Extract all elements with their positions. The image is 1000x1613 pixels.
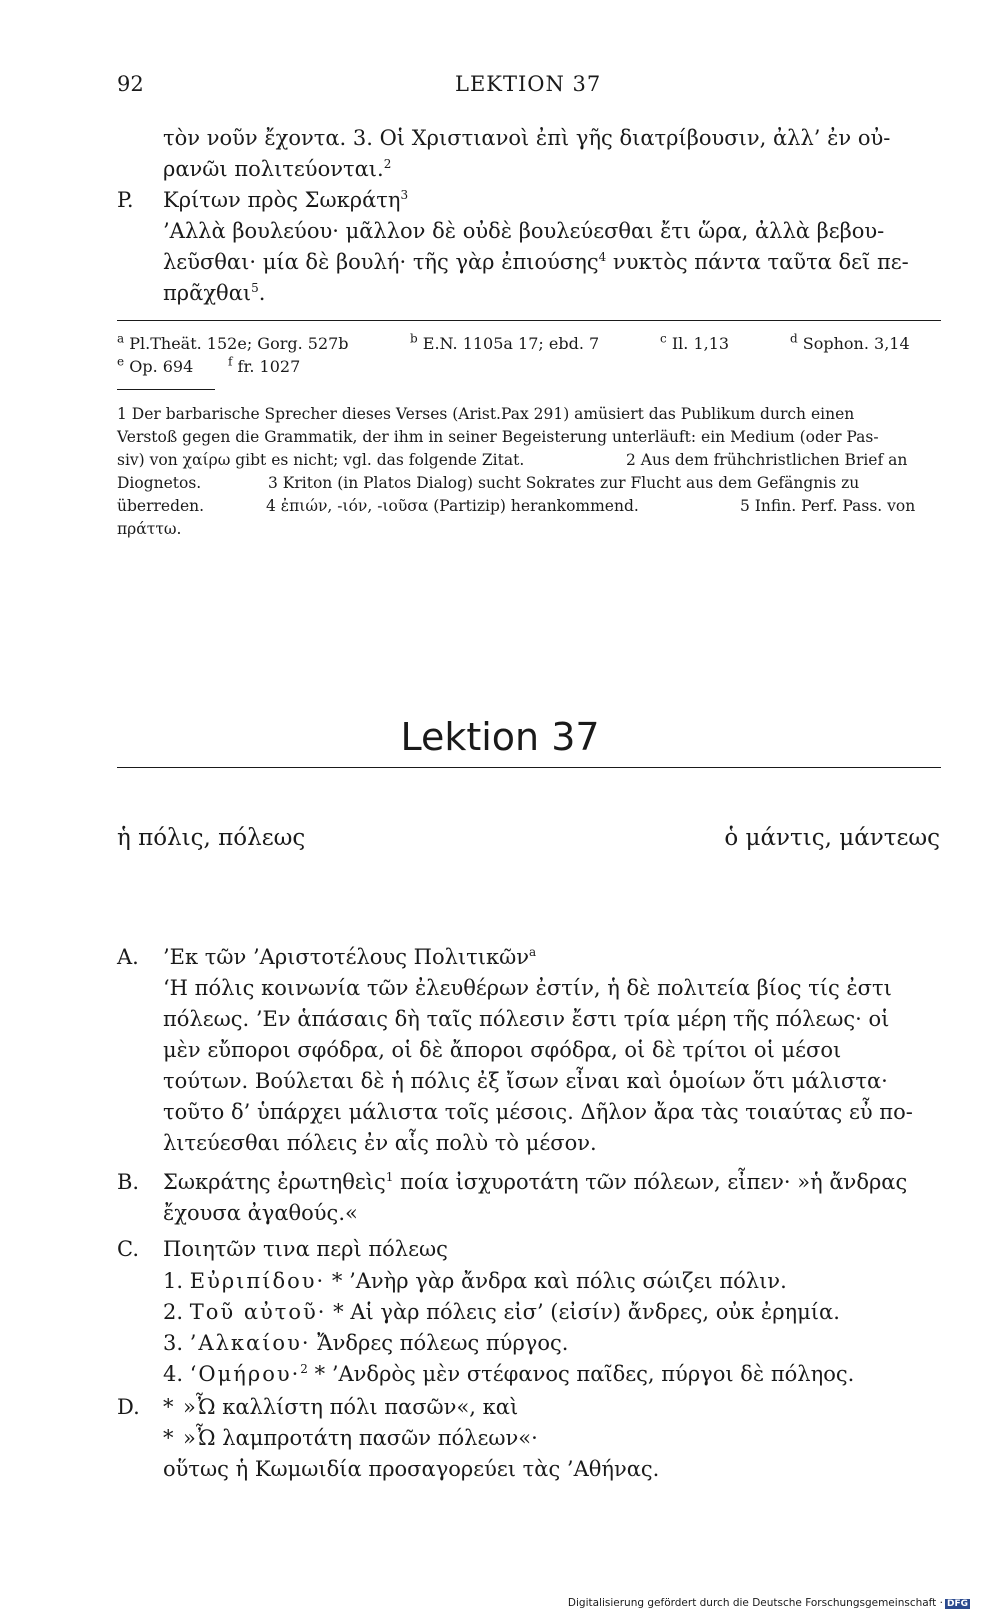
source-c bbox=[660, 331, 730, 353]
source-mark: b bbox=[410, 331, 418, 346]
text-line-content: Σωκράτης ἐρωτηθεὶς bbox=[163, 1170, 386, 1194]
source-d bbox=[790, 331, 910, 353]
note-line: 5 Infin. Perf. Pass. von bbox=[740, 497, 916, 515]
note-line: 2 Aus dem frühchristlichen Brief an bbox=[626, 451, 908, 469]
note-line: 4 ἐπιών, -ιόν, -ιοῦσα (Partizip) herankommend. bbox=[266, 497, 639, 515]
text-line-content: πρᾶχθαι bbox=[163, 281, 252, 305]
footer-text: Digitalisierung gefördert durch die Deutsche Forschungsgemeinschaft · bbox=[567, 1597, 943, 1609]
item-author: Τοῦ αὐτοῦ· bbox=[189, 1300, 327, 1324]
item-number: 4. bbox=[163, 1362, 184, 1386]
dfg-logo: DFG bbox=[946, 1599, 968, 1609]
paradigm-right: ὁ μάντις, μάντεως bbox=[724, 825, 940, 851]
item-text: ’Ανὴρ γὰρ ἄνδρα καὶ πόλις σώιζει πόλιν. bbox=[349, 1269, 787, 1293]
verse-star: * bbox=[331, 1269, 343, 1293]
text-line bbox=[163, 1167, 907, 1198]
list-item bbox=[163, 1297, 840, 1328]
item-number: 1. bbox=[163, 1269, 184, 1293]
divider bbox=[117, 320, 941, 321]
text-line: ἔχουσα ἀγαθούς.« bbox=[163, 1201, 358, 1225]
item-text: ’Ανδρὸς μὲν στέφανος παῖδες, πύργοι δὲ πόληος. bbox=[331, 1362, 855, 1386]
page-number: 92 bbox=[117, 72, 144, 96]
note-line: πράττω. bbox=[117, 520, 182, 538]
section-a-title bbox=[163, 942, 536, 973]
note-line: 1 Der barbarische Sprecher dieses Verses (Arist.Pax 291) amüsiert das Publikum durch einen bbox=[117, 405, 855, 423]
text-line: τοῦτο δ’ ὑπάρχει μάλιστα τοῖς μέσοις. Δῆλον ἄρα τὰς τοιαύτας εὖ πο- bbox=[163, 1100, 913, 1124]
section-marker-d: D. bbox=[117, 1395, 140, 1419]
text-line: τὸν νοῦν ἔχοντα. 3. Οἱ Χριστιανοὶ ἐπὶ γῆς διατρίβουσιν, ἀλλ’ ἐν οὐ- bbox=[163, 126, 891, 150]
text-line bbox=[163, 247, 909, 278]
text-line: πόλεως. ’Εν ἁπάσαις δὴ ταῖς πόλεσιν ἔστι τρία μέρη τῆς πόλεως· οἱ bbox=[163, 1007, 890, 1031]
source-ref: a bbox=[529, 945, 537, 959]
text-line: μὲν εὔποροι σφόδρα, οἱ δὲ ἄποροι σφόδρα, οἱ δὲ τρίτοι οἱ μέσοι bbox=[163, 1038, 842, 1062]
item-author: ‘Ομήρου· bbox=[189, 1362, 301, 1386]
note-line: Diognetos. bbox=[117, 474, 202, 492]
source-mark: f bbox=[228, 354, 233, 369]
source-text: Sophon. 3,14 bbox=[802, 334, 910, 353]
p-title bbox=[163, 185, 408, 216]
digitization-footer bbox=[568, 1597, 970, 1609]
text-line: ’Αλλὰ βουλεύου· μᾶλλον δὲ οὐδὲ βουλεύεσθαι ἔτι ὥρα, ἀλλὰ βεβου- bbox=[163, 219, 885, 243]
source-mark: d bbox=[790, 331, 798, 346]
footnote-ref: 5 bbox=[251, 281, 259, 295]
footnote-ref: 2 bbox=[300, 1362, 308, 1376]
text-line: ‘Η πόλις κοινωνία τῶν ἐλευθέρων ἐστίν, ἡ δὲ πολιτεία βίος τίς ἐστι bbox=[163, 976, 892, 1000]
source-text: Op. 694 bbox=[129, 357, 194, 376]
text-line: »Ὦ λαμπροτάτη πασῶν πόλεων«· bbox=[183, 1426, 538, 1450]
text-line-content: ποία ἰσχυροτάτη τῶν πόλεων, εἶπεν· »ἡ ἄνδρας bbox=[393, 1170, 908, 1194]
verse-star: * bbox=[314, 1362, 326, 1386]
item-number: 3. bbox=[163, 1331, 184, 1355]
verse-star: * bbox=[163, 1426, 174, 1450]
text-line-content: . bbox=[258, 281, 266, 305]
source-mark: c bbox=[660, 331, 667, 346]
source-f bbox=[228, 354, 301, 376]
footnote-ref: 4 bbox=[598, 250, 607, 264]
running-title: LEKTION 37 bbox=[455, 72, 602, 96]
list-item bbox=[163, 1359, 854, 1390]
source-text: Il. 1,13 bbox=[671, 334, 730, 353]
note-line: 3 Kriton (in Platos Dialog) sucht Sokrates zur Flucht aus dem Gefängnis zu bbox=[268, 474, 860, 492]
text-line-content: ρανῶι πολιτεύονται. bbox=[163, 157, 384, 181]
source-a bbox=[117, 331, 349, 353]
source-mark: e bbox=[117, 354, 125, 369]
section-marker-b: B. bbox=[117, 1170, 140, 1194]
text-line bbox=[163, 154, 391, 185]
item-number: 2. bbox=[163, 1300, 184, 1324]
note-line: Verstoß gegen die Grammatik, der ihm in seiner Begeisterung unterläuft: ein Medium (oder Pas- bbox=[117, 428, 879, 446]
item-text: Αἱ γὰρ πόλεις εἰσ’ (εἰσίν) ἄνδρες, οὐκ ἐρημία. bbox=[350, 1300, 840, 1324]
text-line-content: νυκτὸς πάντα ταῦτα δεῖ πε- bbox=[606, 250, 909, 274]
source-b bbox=[410, 331, 600, 353]
source-e bbox=[117, 354, 194, 376]
section-marker-p: P. bbox=[117, 188, 134, 212]
item-author: Εὐριπίδου· bbox=[189, 1269, 326, 1293]
text-line: τούτων. Βούλεται δὲ ἡ πόλις ἐξ ἴσων εἶναι καὶ ὁμοίων ὅτι μάλιστα· bbox=[163, 1069, 888, 1093]
text-line: »Ὦ καλλίστη πόλι πασῶν«, καὶ bbox=[183, 1395, 519, 1419]
text-line bbox=[163, 278, 265, 309]
lesson-title: Lektion 37 bbox=[400, 715, 600, 759]
verse-star: * bbox=[163, 1395, 174, 1419]
footnote-ref: 2 bbox=[383, 157, 392, 171]
text-line-content: λεῦσθαι· μία δὲ βουλή· τῆς γὰρ ἐπιούσης bbox=[163, 250, 599, 274]
section-c-title: Ποιητῶν τινα περὶ πόλεως bbox=[163, 1237, 448, 1261]
text-line: οὕτως ἡ Κωμωιδία προσαγορεύει τὰς ’Αθήνας. bbox=[163, 1457, 660, 1481]
source-text: Pl.Theät. 152e; Gorg. 527b bbox=[129, 334, 349, 353]
section-a-title-text: ’Εκ τῶν ’Αριστοτέλους Πολιτικῶν bbox=[163, 945, 530, 969]
source-text: fr. 1027 bbox=[237, 357, 301, 376]
short-divider bbox=[117, 389, 215, 390]
list-item bbox=[163, 1266, 787, 1297]
note-line: siv) von χαίρω gibt es nicht; vgl. das folgende Zitat. bbox=[117, 451, 525, 469]
paradigm-left: ἡ πόλις, πόλεως bbox=[117, 825, 306, 851]
footnote-ref: 1 bbox=[385, 1170, 394, 1184]
list-item bbox=[163, 1328, 568, 1359]
note-line: überreden. bbox=[117, 497, 205, 515]
source-mark: a bbox=[117, 331, 125, 346]
footnote-ref: 3 bbox=[400, 188, 409, 202]
verse-star: * bbox=[333, 1300, 344, 1324]
section-marker-a: A. bbox=[117, 945, 139, 969]
item-author: ’Αλκαίου· bbox=[189, 1331, 311, 1355]
title-rule bbox=[117, 767, 941, 768]
text-line: λιτεύεσθαι πόλεις ἐν αἷς πολὺ τὸ μέσον. bbox=[163, 1131, 597, 1155]
p-title-text: Κρίτων πρὸς Σωκράτη bbox=[163, 188, 401, 212]
source-text: E.N. 1105a 17; ebd. 7 bbox=[422, 334, 600, 353]
item-text: Ἄνδρες πόλεως πύργος. bbox=[317, 1331, 569, 1355]
section-marker-c: C. bbox=[117, 1237, 139, 1261]
